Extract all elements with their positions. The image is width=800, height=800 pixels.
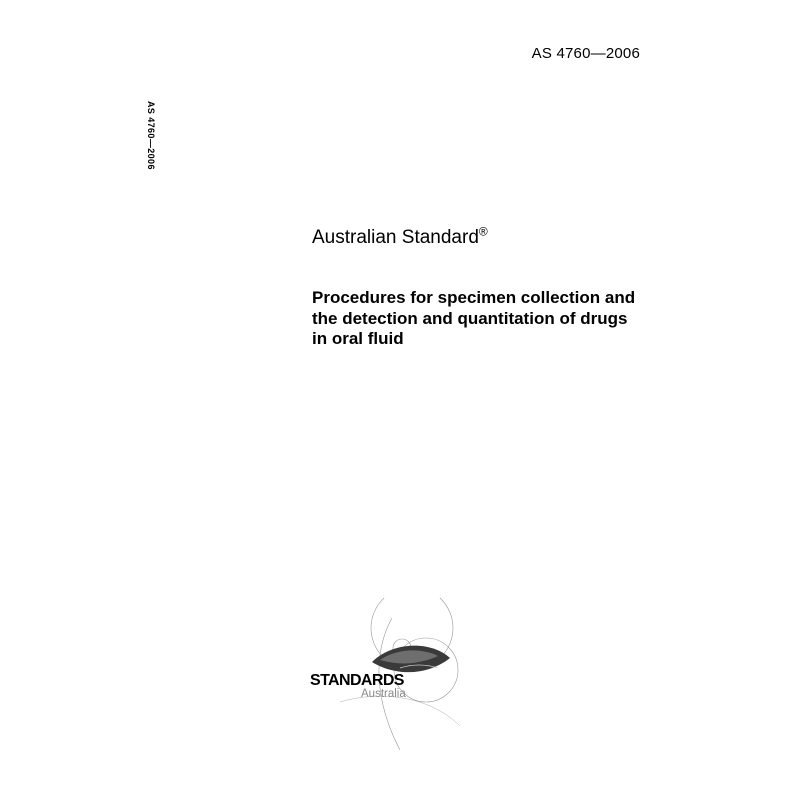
title-line: the detection and quantitation of drugs [312, 308, 628, 328]
document-number: AS 4760—2006 [531, 45, 640, 62]
document-title [312, 288, 672, 350]
title-line: Procedures for specimen collection and [312, 288, 636, 307]
series-title [312, 224, 488, 249]
registered-mark: ® [478, 224, 488, 239]
spine-label: AS 4760—2006 [146, 101, 156, 170]
logo-subtitle: Australia [361, 688, 406, 700]
series-name: Australian Standard [312, 227, 479, 248]
logo-wordmark: STANDARDS [310, 672, 404, 689]
title-line: in oral fluid [312, 329, 404, 348]
standards-australia-logo [300, 598, 470, 758]
